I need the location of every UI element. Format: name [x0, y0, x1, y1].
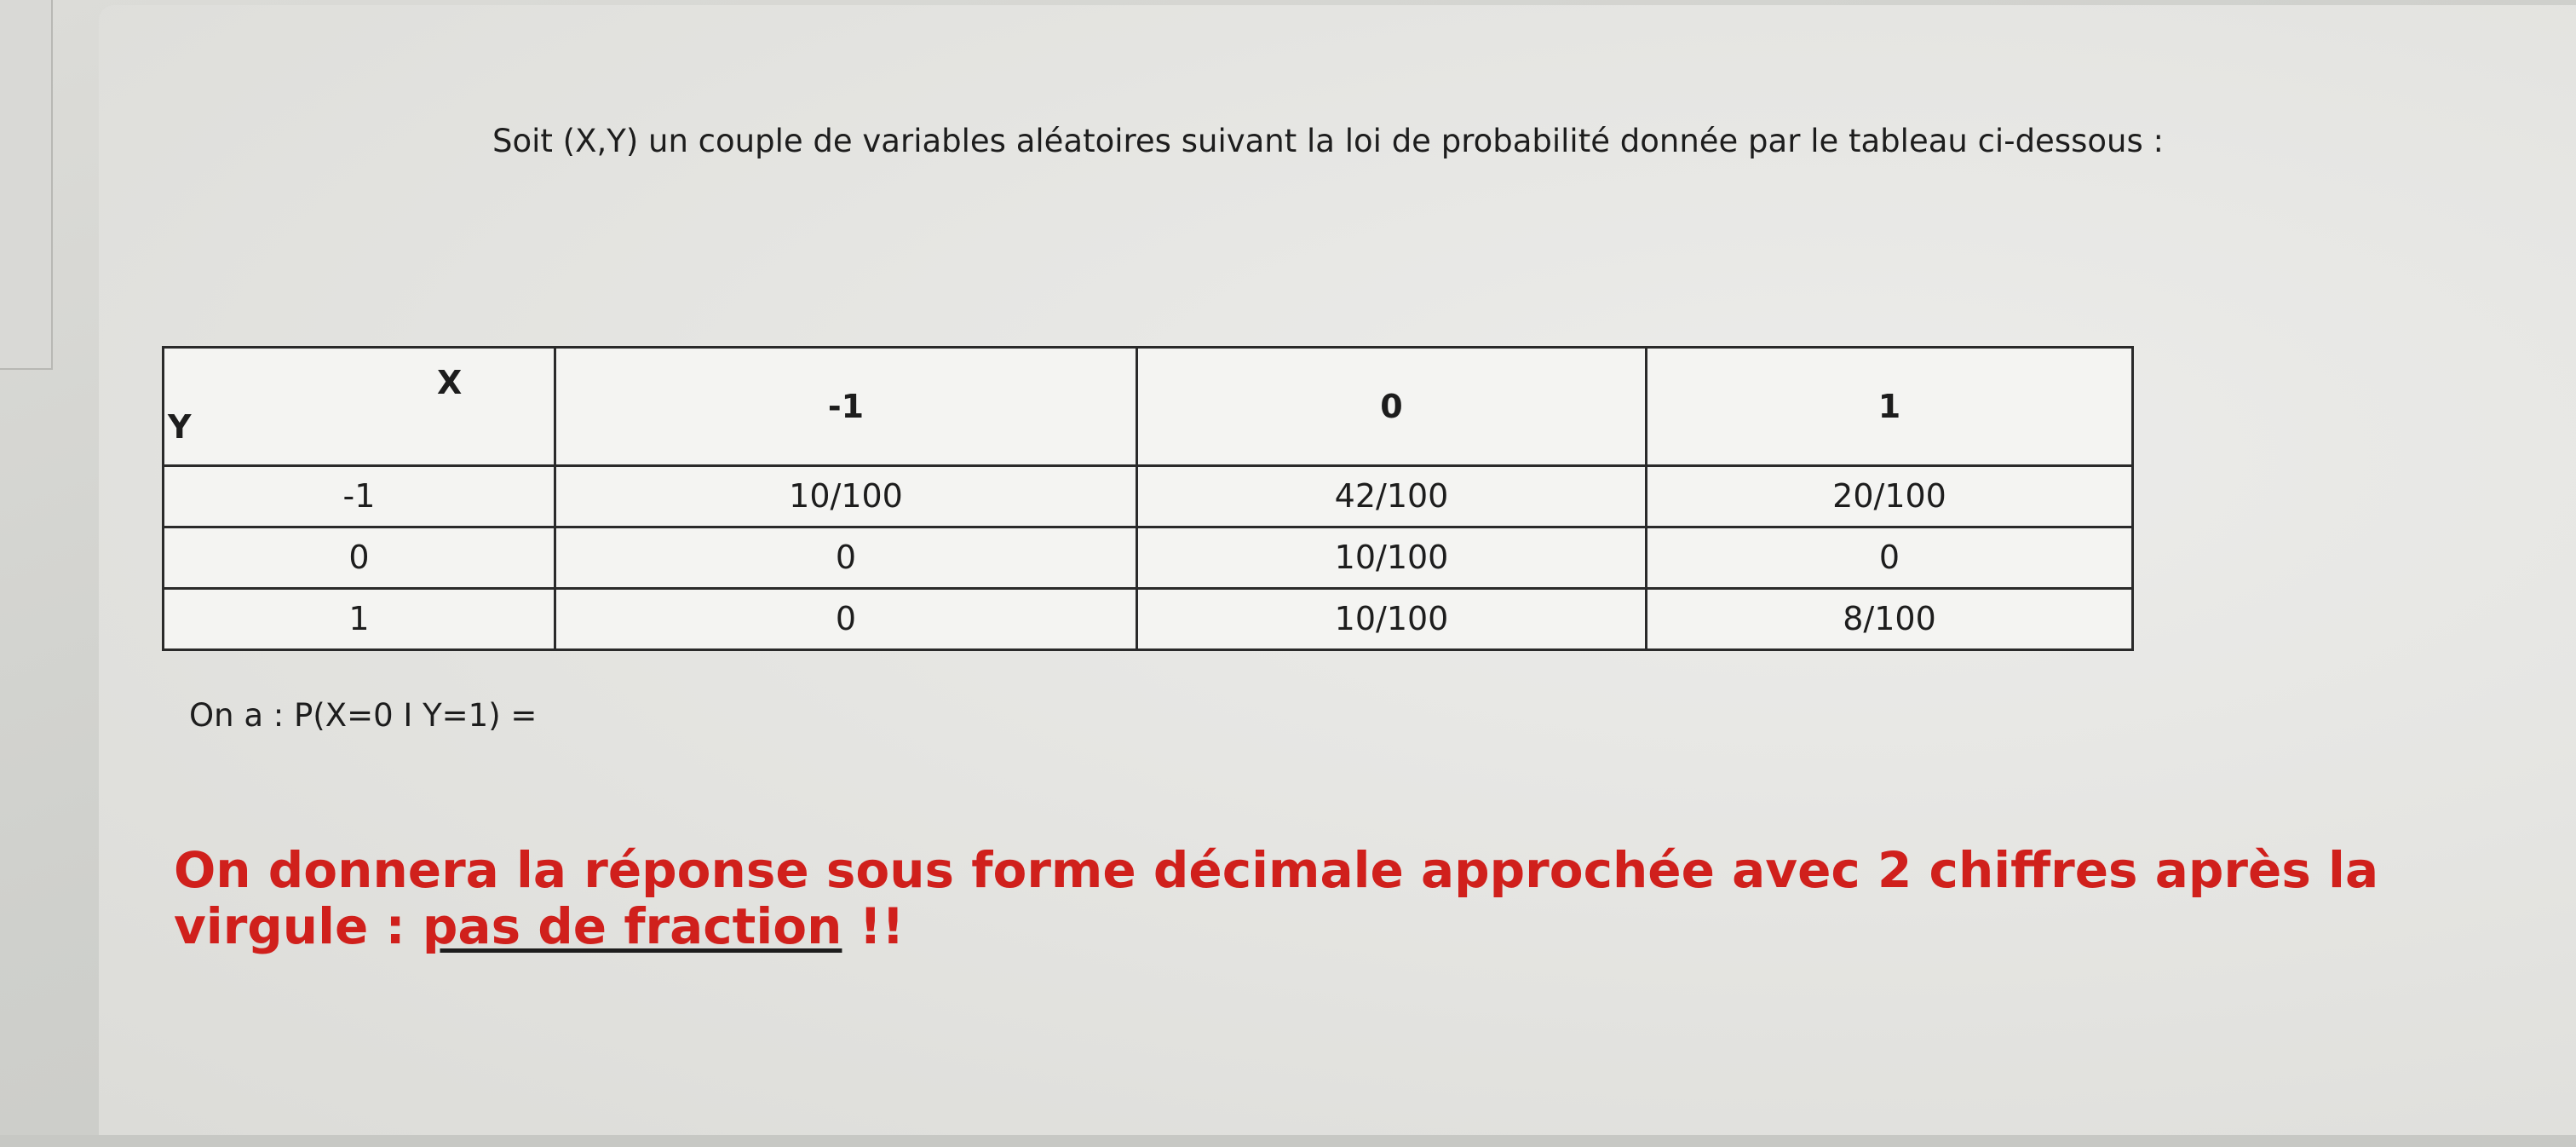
- table-row: [164, 588, 2133, 649]
- column-header-x-1: 1: [1647, 348, 2133, 466]
- row-header-y: 1: [164, 588, 555, 649]
- left-side-panel: [0, 0, 53, 370]
- question-intro: Soit (X,Y) un couple de variables aléatoires suivant la loi de probabilité donnée par le tableau ci-dessous :: [492, 123, 2164, 159]
- table-cell: 0: [555, 588, 1137, 649]
- y-variable-label: Y: [168, 408, 192, 446]
- probability-table: [162, 346, 2134, 651]
- instruction-suffix: !!: [842, 897, 905, 955]
- column-header-x-0: 0: [1137, 348, 1647, 466]
- table-header-row: [164, 348, 2133, 466]
- table-cell: 42/100: [1137, 465, 1647, 527]
- table-row: [164, 465, 2133, 527]
- x-variable-label: X: [437, 364, 463, 401]
- table-cell: 10/100: [555, 465, 1137, 527]
- instruction-main-text: On donnera la réponse sous forme décimale approchée avec 2 chiffres après la virgule: [174, 841, 2379, 955]
- table-corner-cell: [164, 348, 555, 466]
- table-row: [164, 527, 2133, 588]
- table-cell: 0: [1647, 527, 2133, 588]
- answer-instruction: [174, 842, 2542, 954]
- table-cell: 8/100: [1647, 588, 2133, 649]
- table-cell: 0: [555, 527, 1137, 588]
- instruction-prefix: :: [385, 897, 423, 955]
- instruction-underlined-text: pas de fraction: [422, 897, 842, 955]
- column-header-x-neg1: -1: [555, 348, 1137, 466]
- row-header-y: -1: [164, 465, 555, 527]
- row-header-y: 0: [164, 527, 555, 588]
- question-prompt: On a : P(X=0 I Y=1) =: [189, 697, 538, 734]
- table-cell: 10/100: [1137, 588, 1647, 649]
- table-cell: 20/100: [1647, 465, 2133, 527]
- bottom-edge: [0, 1135, 2576, 1147]
- table-cell: 10/100: [1137, 527, 1647, 588]
